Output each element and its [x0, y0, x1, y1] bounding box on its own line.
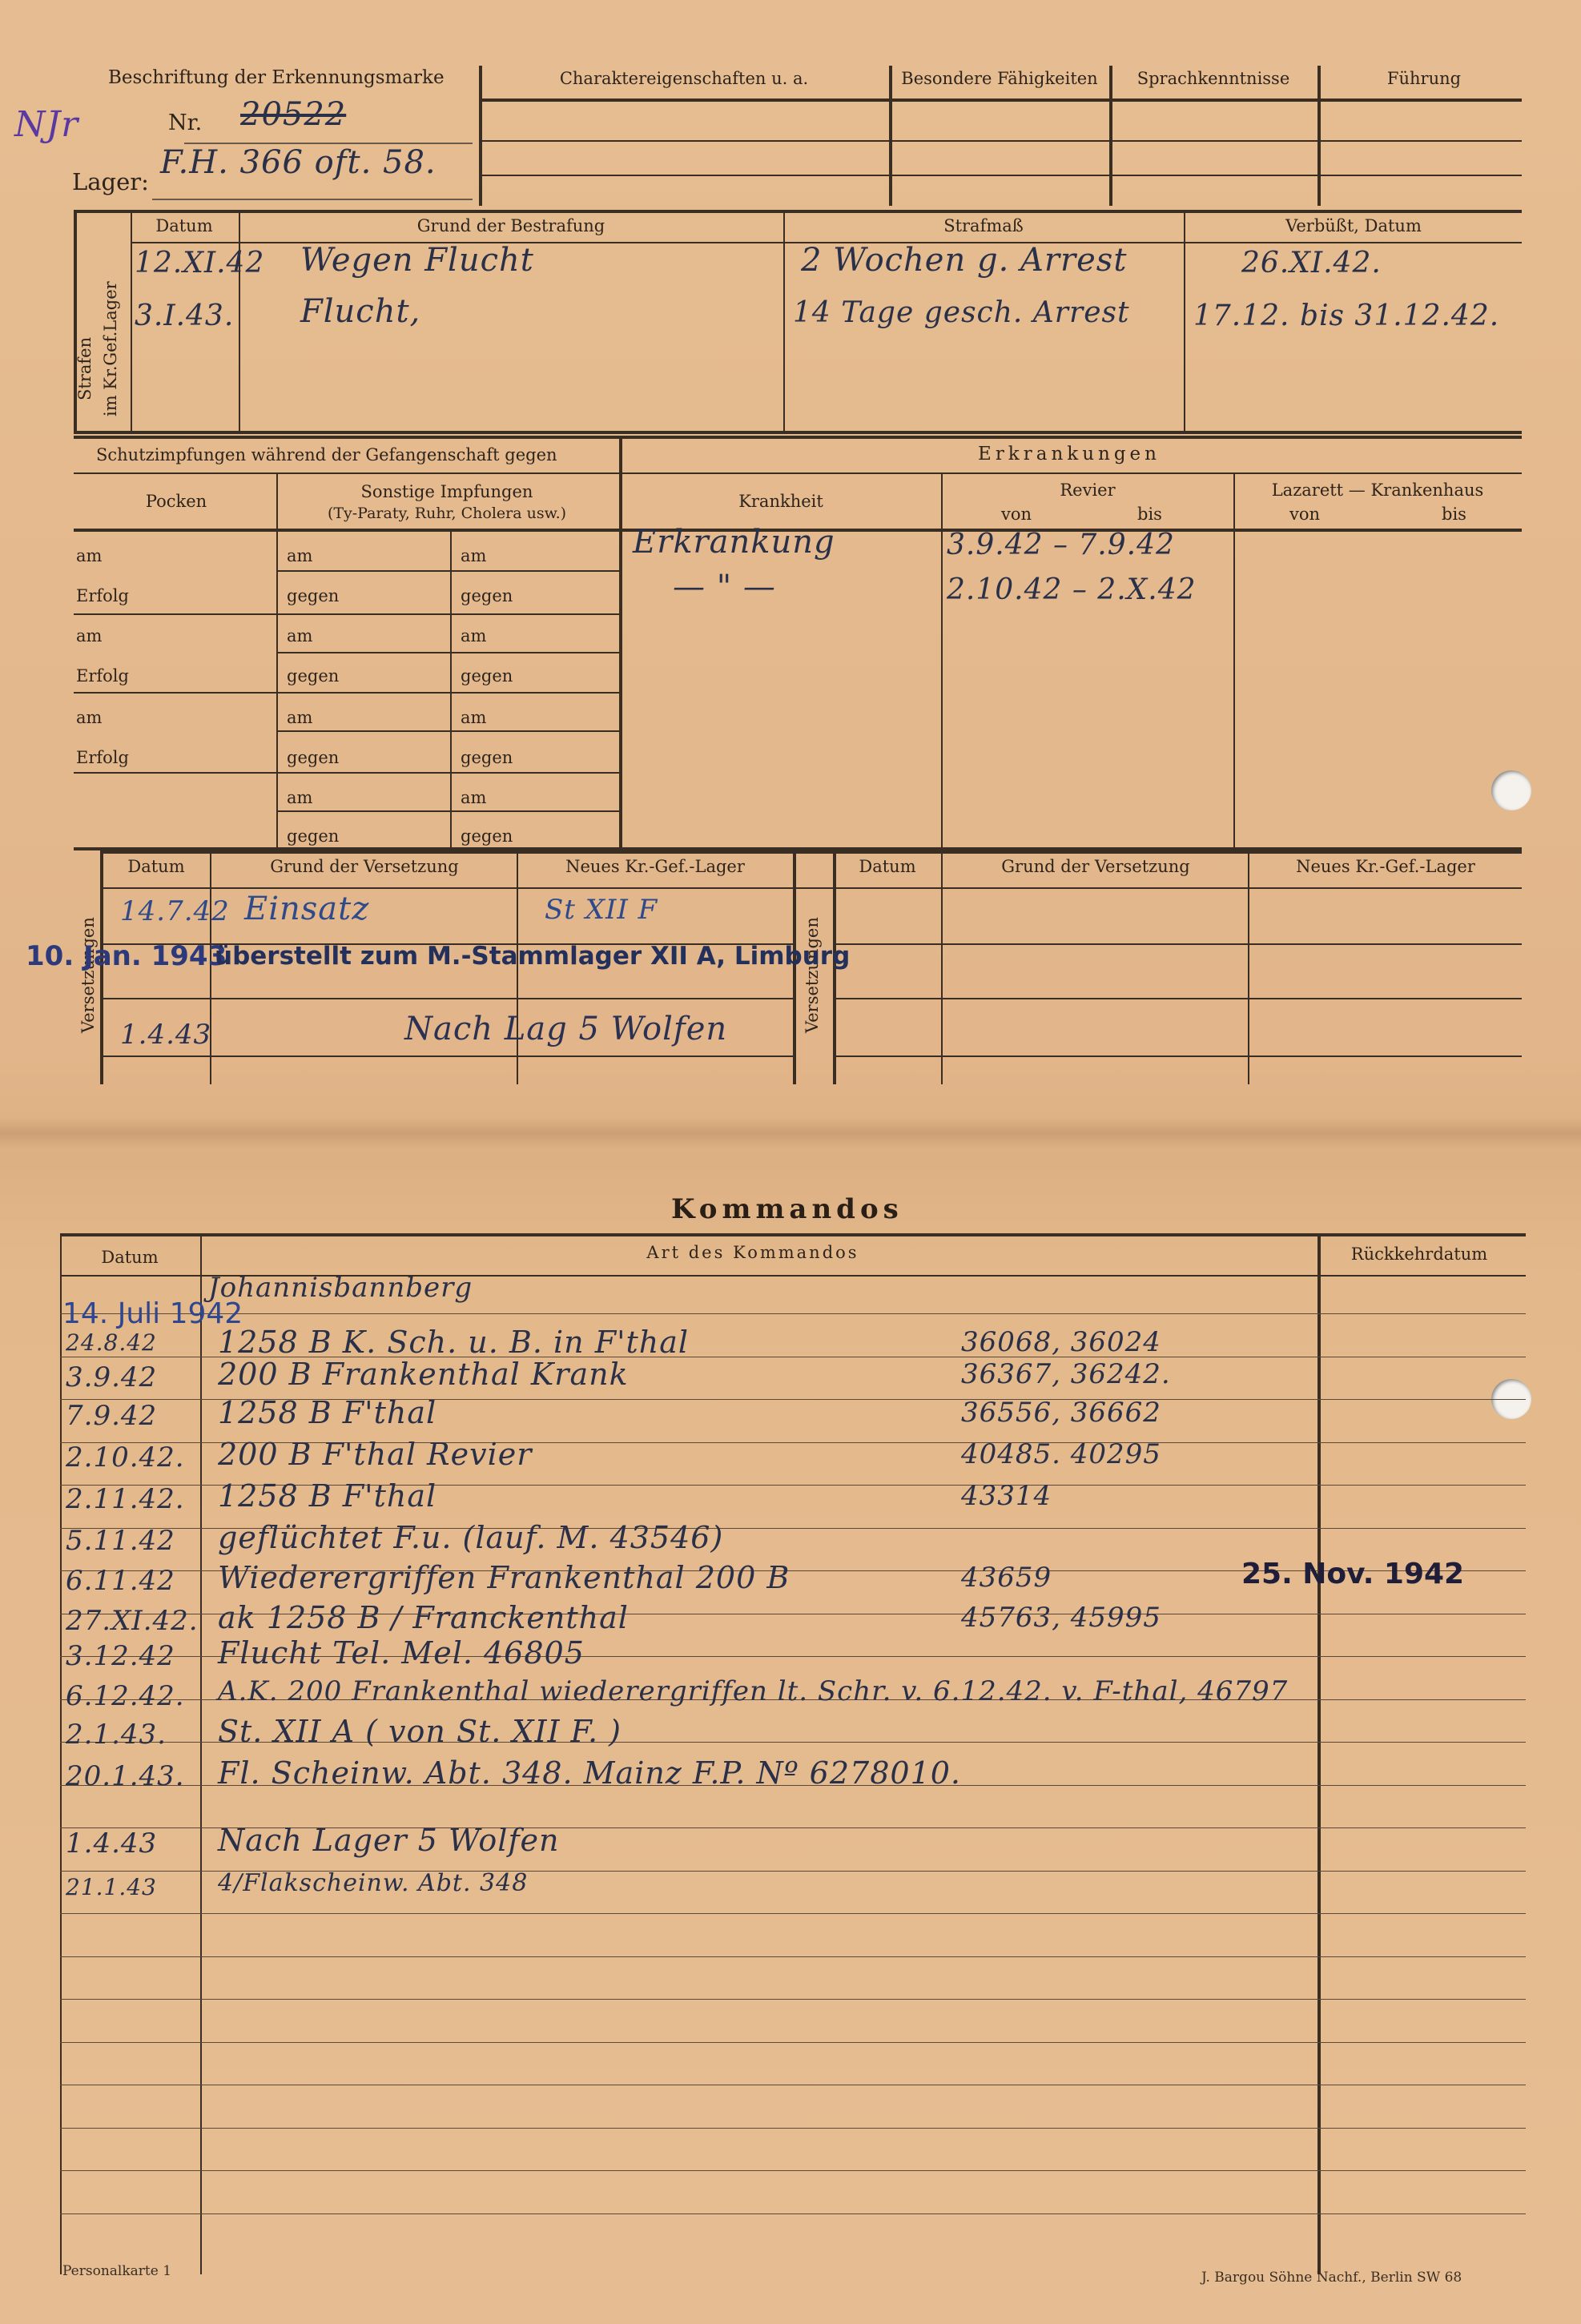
- kommandos-col-art: Art des Kommandos: [646, 1243, 859, 1262]
- kommando-nummer: 36068, 36024: [961, 1326, 1161, 1358]
- kommando-nummer: 36556, 36662: [961, 1397, 1161, 1429]
- impf-col-sonstige: Sonstige Impfungen: [360, 482, 533, 501]
- kommando-art: 200 B Frankenthal Krank: [218, 1357, 629, 1392]
- ruled-line: [60, 2213, 1526, 2214]
- kommando-art: Fl. Scheinw. Abt. 348. Mainz F.P. Nº 6278010.: [218, 1755, 961, 1791]
- col-charakter: Charaktereigenschaften u. a.: [559, 69, 809, 88]
- kommandos-col-datum: Datum: [101, 1248, 159, 1267]
- versetzungen-side-label-left: Versetzungen: [78, 917, 98, 1033]
- impf-col-pocken: Pocken: [145, 492, 207, 511]
- lager-label: Lager:: [72, 168, 149, 195]
- kommando-datum: 2.10.42.: [66, 1441, 185, 1474]
- strafen-side-label: Strafen: [75, 336, 95, 400]
- kommandos-title: Kommandos: [671, 1193, 903, 1225]
- kommando-datum: 3.12.42: [66, 1640, 175, 1672]
- kommando-art: 1258 B F'thal: [218, 1478, 437, 1514]
- strafen-col-datum: Datum: [155, 216, 213, 235]
- erk-col-krankheit: Krankheit: [738, 492, 823, 511]
- kommando-datum: 1.4.43: [66, 1827, 158, 1860]
- strafen-col-grund: Grund der Bestrafung: [416, 216, 605, 235]
- kommando-nummer: 45763, 45995: [961, 1602, 1161, 1634]
- stamp-14-juli-1942: 14. Juli 1942: [62, 1297, 243, 1330]
- kommando-art: 4/Flakscheinw. Abt. 348: [218, 1869, 529, 1897]
- kommando-nummer: 36367, 36242.: [961, 1358, 1171, 1390]
- nr-underline: [184, 143, 473, 144]
- header-divider: [479, 66, 482, 206]
- kommando-nummer: 43314: [961, 1480, 1052, 1512]
- col-fuehrung: Führung: [1386, 69, 1462, 88]
- ruled-line: [60, 1913, 1526, 1914]
- footer-printer: J. Bargou Söhne Nachf., Berlin SW 68: [1201, 2270, 1462, 2286]
- kommando-art: 1258 B K. Sch. u. B. in F'thal: [218, 1325, 690, 1360]
- kommando-datum: 7.9.42: [66, 1400, 158, 1432]
- kommando-datum: 2.1.43.: [66, 1719, 167, 1751]
- kommando-art: St. XII A ( von St. XII F. ): [218, 1714, 622, 1749]
- violet-mark: NJr: [14, 104, 79, 145]
- kommando-datum: 3.9.42: [66, 1361, 158, 1393]
- col-sprachkenntnisse: Sprachkenntnisse: [1136, 69, 1290, 88]
- ruled-line: [60, 2170, 1526, 2171]
- punch-hole-top: [1491, 770, 1531, 810]
- kommando-art: Flucht Tel. Mel. 46805: [218, 1635, 585, 1671]
- ruled-line: [60, 2042, 1526, 2043]
- ruled-line: [60, 1313, 1526, 1314]
- kommando-datum: 2.11.42.: [66, 1483, 185, 1515]
- stamp-25-nov-1942: 25. Nov. 1942: [1241, 1558, 1465, 1590]
- nr-label: Nr.: [168, 111, 203, 135]
- kommando-datum: 27.XI.42.: [66, 1605, 199, 1637]
- kommando-art: 200 B F'thal Revier: [218, 1437, 533, 1472]
- impf-col-sonstige-sub: (Ty-Paraty, Ruhr, Cholera usw.): [327, 505, 567, 522]
- kommando-datum: 5.11.42: [66, 1525, 175, 1557]
- strafen-col-strafmass: Strafmaß: [943, 216, 1024, 235]
- lager-value: F.H. 366 oft. 58.: [160, 144, 436, 181]
- footer-form-name: Personalkarte 1: [62, 2263, 172, 2279]
- lager-underline: [152, 199, 473, 200]
- erk-col-lazarett: Lazarett — Krankenhaus: [1271, 480, 1484, 500]
- kommando-datum: 6.12.42.: [66, 1680, 185, 1712]
- kommando-art: 1258 B F'thal: [218, 1395, 437, 1430]
- erkrankungen-title: Erkrankungen: [978, 444, 1161, 464]
- impfungen-title: Schutzimpfungen während der Gefangenschaft gegen: [96, 445, 557, 464]
- ruled-line: [60, 1956, 1526, 1957]
- kommando-art: ak 1258 B / Franckenthal: [218, 1600, 629, 1635]
- ruled-line: [60, 2128, 1526, 2129]
- nr-value: 20522: [240, 96, 347, 133]
- kommando-art: geflüchtet F.u. (lauf. M. 43546): [218, 1520, 724, 1555]
- kommandos-col-rueckkehr: Rückkehrdatum: [1350, 1244, 1488, 1264]
- col-faehigkeiten: Besondere Fähigkeiten: [901, 69, 1098, 88]
- tag-label: Beschriftung der Erkennungsmarke: [108, 67, 445, 88]
- stamp-ueberstellt: überstellt zum M.-Stammlager XII A, Limburg: [215, 942, 851, 971]
- kommando-nummer: 40485. 40295: [961, 1438, 1161, 1470]
- erk-col-revier: Revier: [1060, 480, 1116, 500]
- kommando-datum: 20.1.43.: [66, 1760, 185, 1792]
- kommando-datum: 6.11.42: [66, 1565, 175, 1597]
- kommandos-top-note: Johannisbannberg: [208, 1272, 473, 1304]
- kommando-art: Wiederergriffen Frankenthal 200 B: [218, 1560, 790, 1595]
- kommando-datum: 21.1.43: [66, 1874, 157, 1900]
- kommando-nummer: 43659: [961, 1562, 1052, 1594]
- strafen-side-label-2: im Kr.Gef.Lager: [101, 281, 120, 416]
- kommando-art: Nach Lager 5 Wolfen: [218, 1823, 560, 1858]
- ruled-line: [60, 1999, 1526, 2000]
- strafen-col-verbuesst: Verbüßt, Datum: [1285, 216, 1422, 235]
- kommando-datum: 24.8.42: [66, 1329, 157, 1356]
- stamp-date-versetzung: 10. Jan. 1943: [26, 940, 227, 972]
- versetzungen-side-label-right: Versetzungen: [803, 917, 822, 1033]
- paper-fold: [0, 1117, 1581, 1149]
- kommando-art: A.K. 200 Frankenthal wiederergriffen lt. Schr. v. 6.12.42. v. F-thal, 46797: [218, 1675, 1289, 1707]
